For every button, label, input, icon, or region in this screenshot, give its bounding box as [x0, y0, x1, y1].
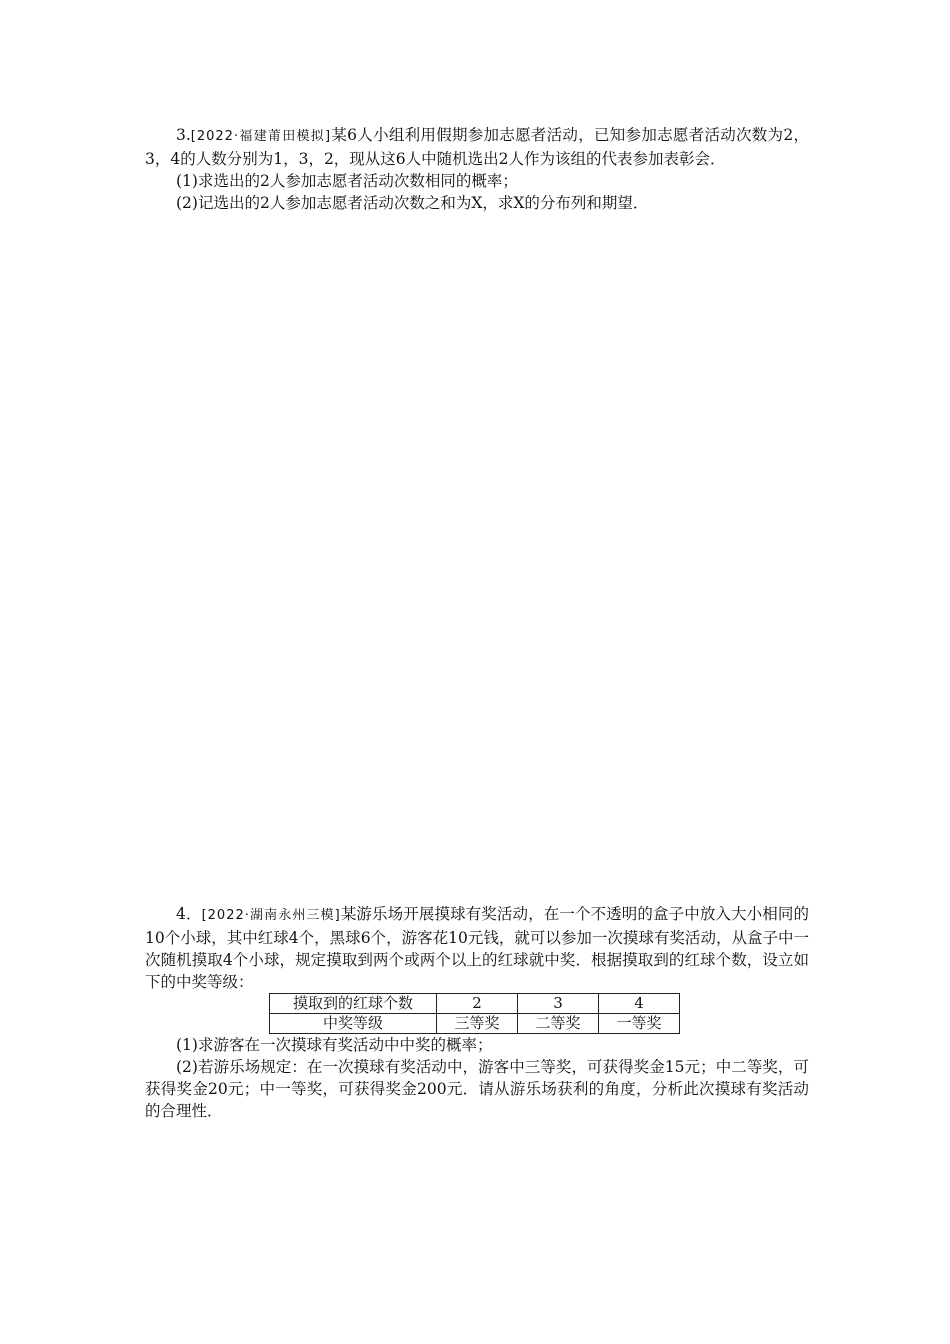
- problem-4-number: 4．: [176, 905, 202, 923]
- problem-4-question-1: (1)求游客在一次摸球有奖活动中中奖的概率；: [176, 1036, 493, 1054]
- problem-4-stem: [145, 903, 809, 993]
- table-header-prize-level: 中奖等级: [270, 1014, 437, 1034]
- table-cell: 2: [437, 994, 518, 1014]
- problem-4-source: [2022·湖南永州三模]: [201, 908, 341, 923]
- problem-3-stem-text: 某6人小组利用假期参加志愿者活动，已知参加志愿者活动次数为2，3，4的人数分别为1，3，2，现从这6人中随机选出2人作为该组的代表参加表彰会．: [145, 126, 809, 168]
- table-cell: 三等奖: [437, 1014, 518, 1034]
- problem-4: [145, 903, 809, 1122]
- problem-3-number: 3.: [176, 126, 191, 144]
- problem-3-stem: [145, 124, 809, 170]
- problem-3-question-1: (1)求选出的2人参加志愿者活动次数相同的概率；: [176, 172, 518, 190]
- table-cell: 4: [599, 994, 680, 1014]
- table-row: [270, 1014, 680, 1034]
- problem-3-question-2: (2)记选出的2人参加志愿者活动次数之和为X，求X的分布列和期望．: [176, 194, 649, 212]
- problem-3: [145, 124, 809, 214]
- table-cell: 3: [518, 994, 599, 1014]
- problem-4-question-2: (2)若游乐场规定：在一次摸球有奖活动中，游客中三等奖，可获得奖金15元；中二等奖，可获得奖金20元；中一等奖，可获得奖金200元．请从游乐场获利的角度，分析此次摸球有奖活动的合理性．: [145, 1058, 809, 1120]
- prize-level-table: [269, 993, 680, 1034]
- table-row: [270, 994, 680, 1014]
- table-cell: 一等奖: [599, 1014, 680, 1034]
- problem-4-stem-text: 某游乐场开展摸球有奖活动，在一个不透明的盒子中放入大小相同的10个小球，其中红球4个，黑球6个，游客花10元钱，就可以参加一次摸球有奖活动，从盒子中一次随机摸取4个小球，规定摸取到两个或两个以上的红球就中奖．根据摸取到的红球个数，设立如下的中奖等级：: [145, 905, 809, 991]
- problem-3-source: [2022·福建莆田模拟]: [190, 129, 332, 144]
- table-cell: 二等奖: [518, 1014, 599, 1034]
- table-header-red-ball-count: 摸取到的红球个数: [270, 994, 437, 1014]
